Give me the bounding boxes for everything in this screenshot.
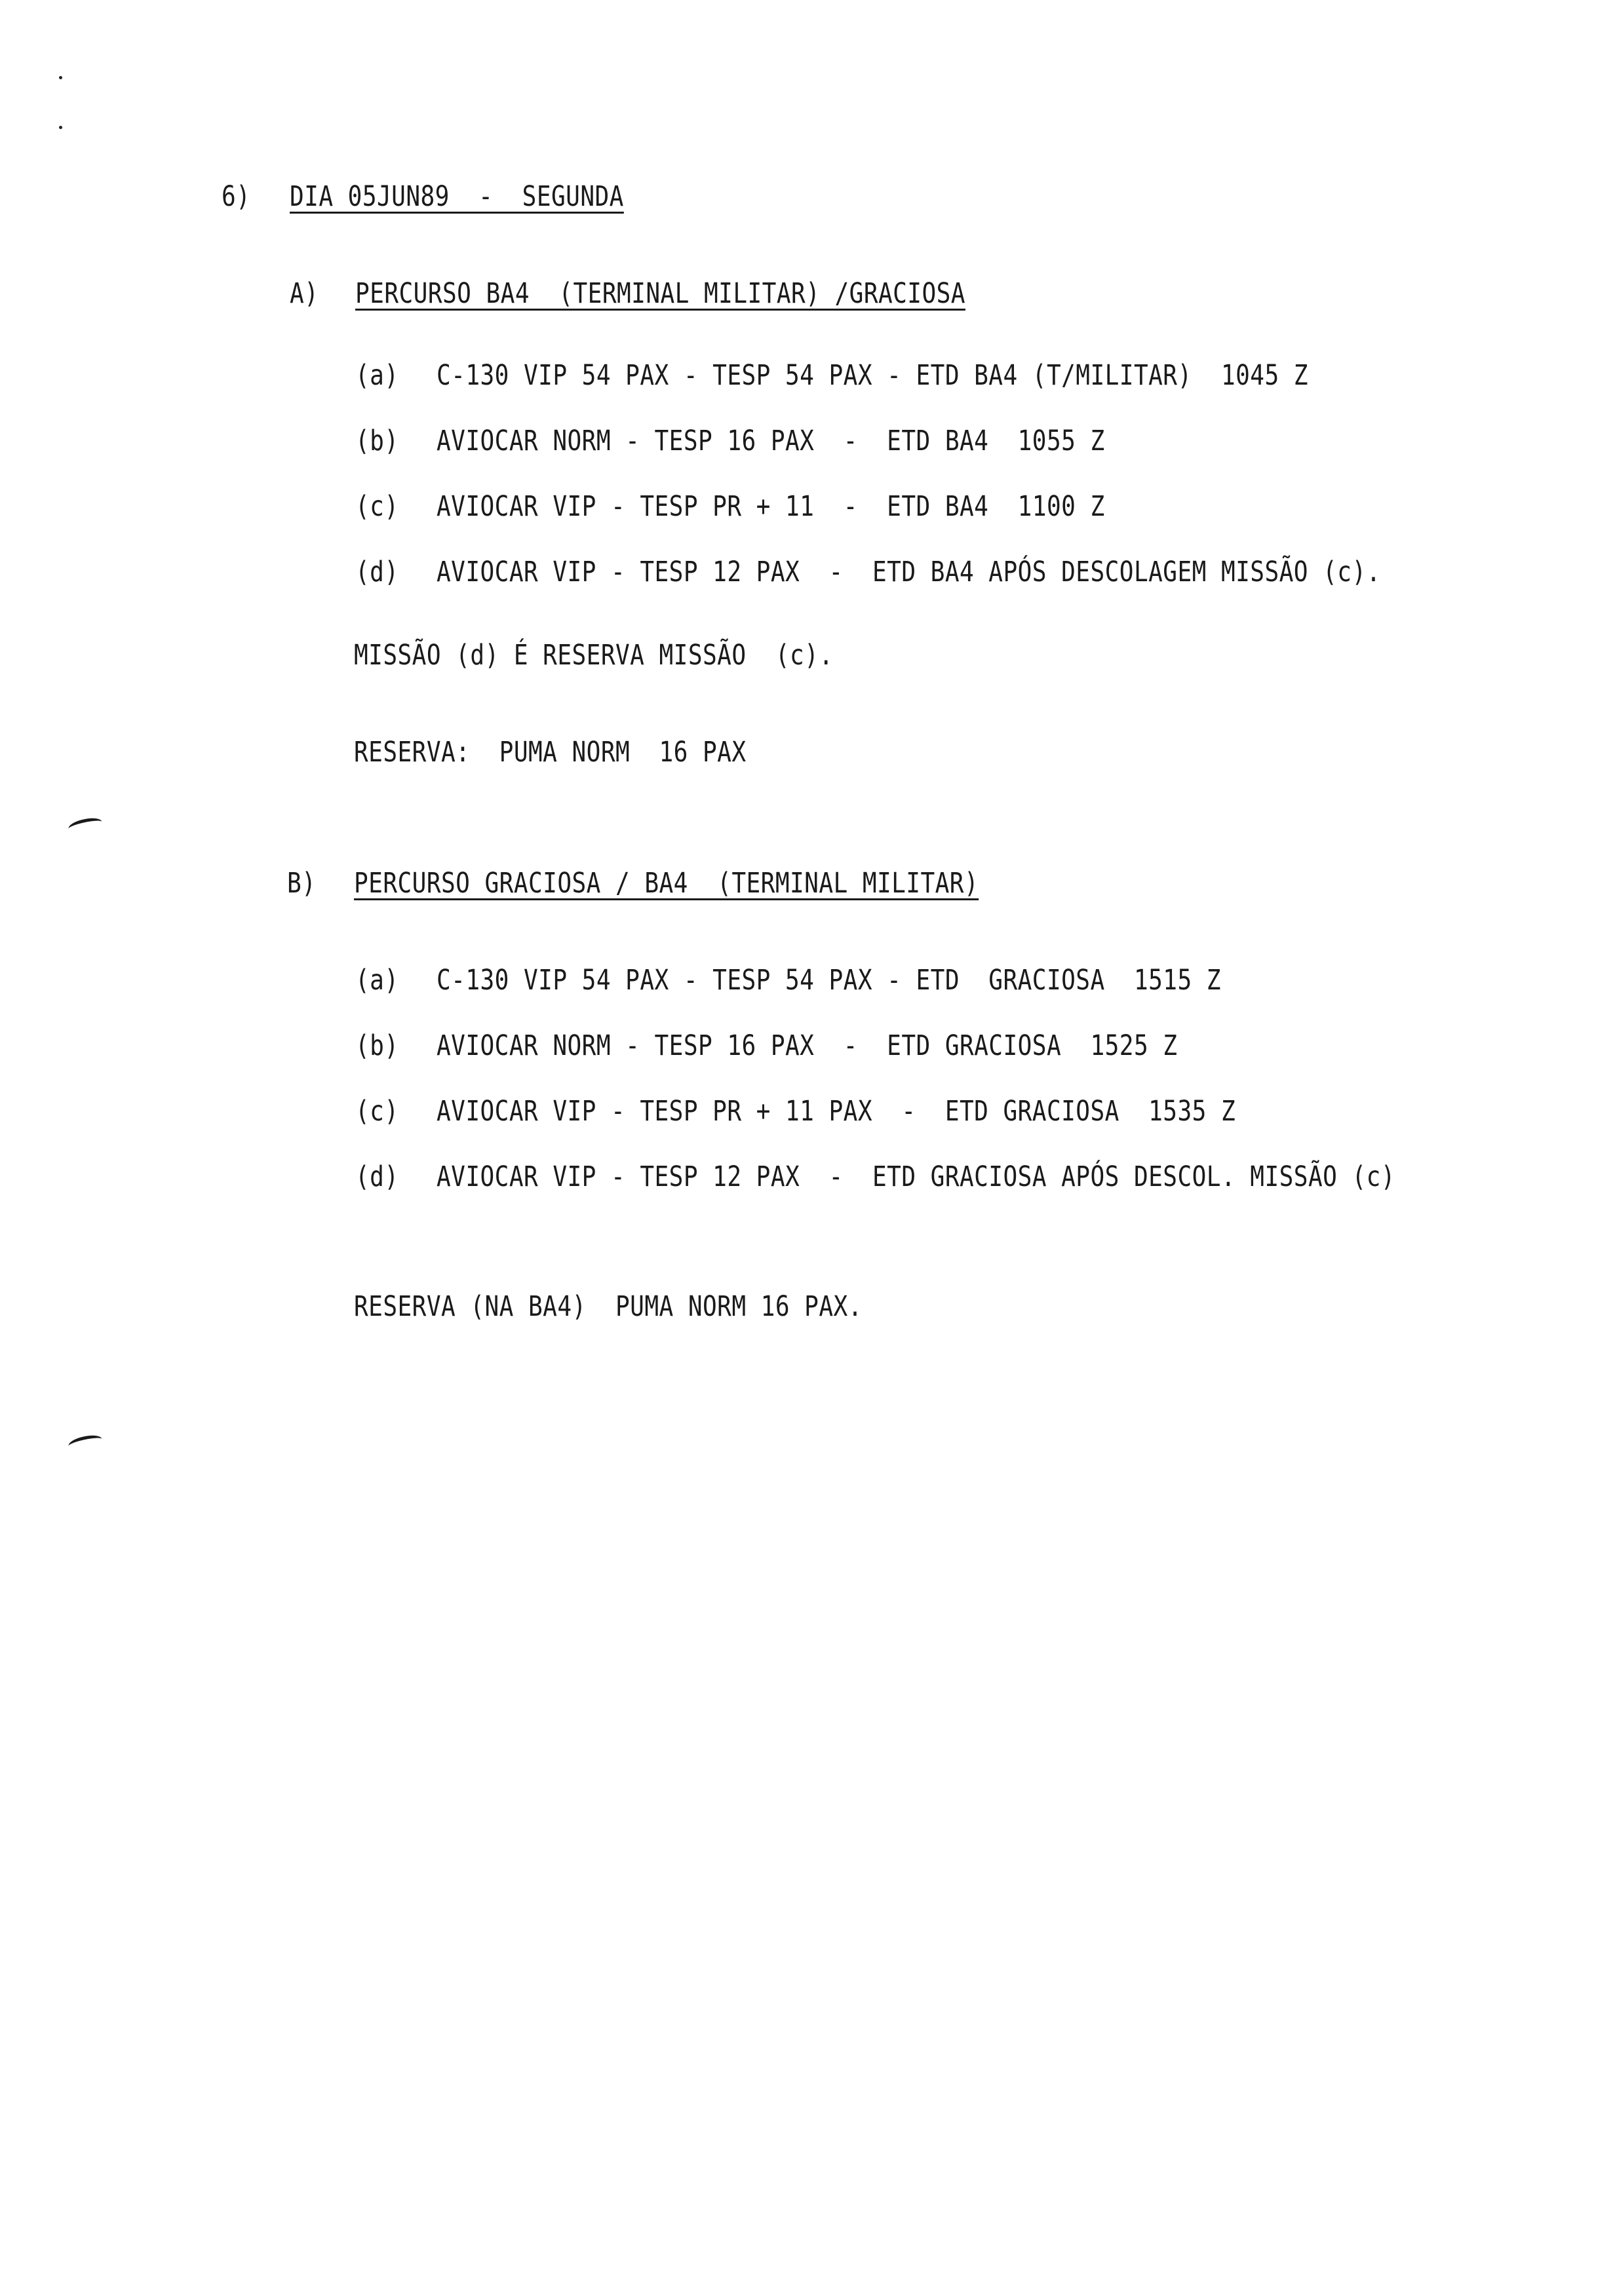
part-a-note: MISSÃO (d) É RESERVA MISSÃO (c). xyxy=(354,639,834,672)
part-b-item-label: (c) xyxy=(355,1095,399,1128)
part-a-item-label: (b) xyxy=(355,425,399,457)
part-b-item-text: C-130 VIP 54 PAX - TESP 54 PAX - ETD GRACIOSA 1515 Z xyxy=(437,964,1221,997)
punch-hole-mark xyxy=(68,816,104,835)
part-b-item-label: (a) xyxy=(355,964,399,997)
part-b-reserve: RESERVA (NA BA4) PUMA NORM 16 PAX. xyxy=(354,1290,863,1323)
part-a-item-label: (a) xyxy=(355,359,399,392)
part-a-reserve: RESERVA: PUMA NORM 16 PAX xyxy=(354,736,747,769)
part-a-item-text: AVIOCAR NORM - TESP 16 PAX - ETD BA4 1055 Z xyxy=(437,425,1105,457)
part-b-item-text: AVIOCAR VIP - TESP PR + 11 PAX - ETD GRACIOSA 1535 Z xyxy=(437,1095,1236,1128)
part-b-item-label: (b) xyxy=(355,1029,399,1062)
part-a-item-label: (c) xyxy=(355,490,399,523)
part-b-heading: PERCURSO GRACIOSA / BA4 (TERMINAL MILITAR) xyxy=(354,867,979,900)
punch-hole-mark xyxy=(68,1433,104,1452)
part-b-item-text: AVIOCAR NORM - TESP 16 PAX - ETD GRACIOSA 1525 Z xyxy=(437,1029,1178,1062)
scan-speck xyxy=(59,76,62,79)
part-b-item-label: (d) xyxy=(355,1160,399,1193)
part-a-item-text: AVIOCAR VIP - TESP PR + 11 - ETD BA4 1100 Z xyxy=(437,490,1105,523)
part-b-item-text: AVIOCAR VIP - TESP 12 PAX - ETD GRACIOSA APÓS DESCOL. MISSÃO (c) xyxy=(437,1160,1395,1193)
part-a-item-text: C-130 VIP 54 PAX - TESP 54 PAX - ETD BA4 (T/MILITAR) 1045 Z xyxy=(437,359,1308,392)
part-a-item-label: (d) xyxy=(355,556,399,588)
scan-speck xyxy=(59,126,62,129)
part-a-item-text: AVIOCAR VIP - TESP 12 PAX - ETD BA4 APÓS DESCOLAGEM MISSÃO (c). xyxy=(437,556,1381,588)
part-a-heading: PERCURSO BA4 (TERMINAL MILITAR) /GRACIOSA xyxy=(355,277,965,310)
section-heading: DIA 05JUN89 - SEGUNDA xyxy=(290,180,624,213)
section-number: 6) xyxy=(222,180,251,213)
part-b-letter: B) xyxy=(287,867,317,900)
part-a-letter: A) xyxy=(290,277,319,310)
